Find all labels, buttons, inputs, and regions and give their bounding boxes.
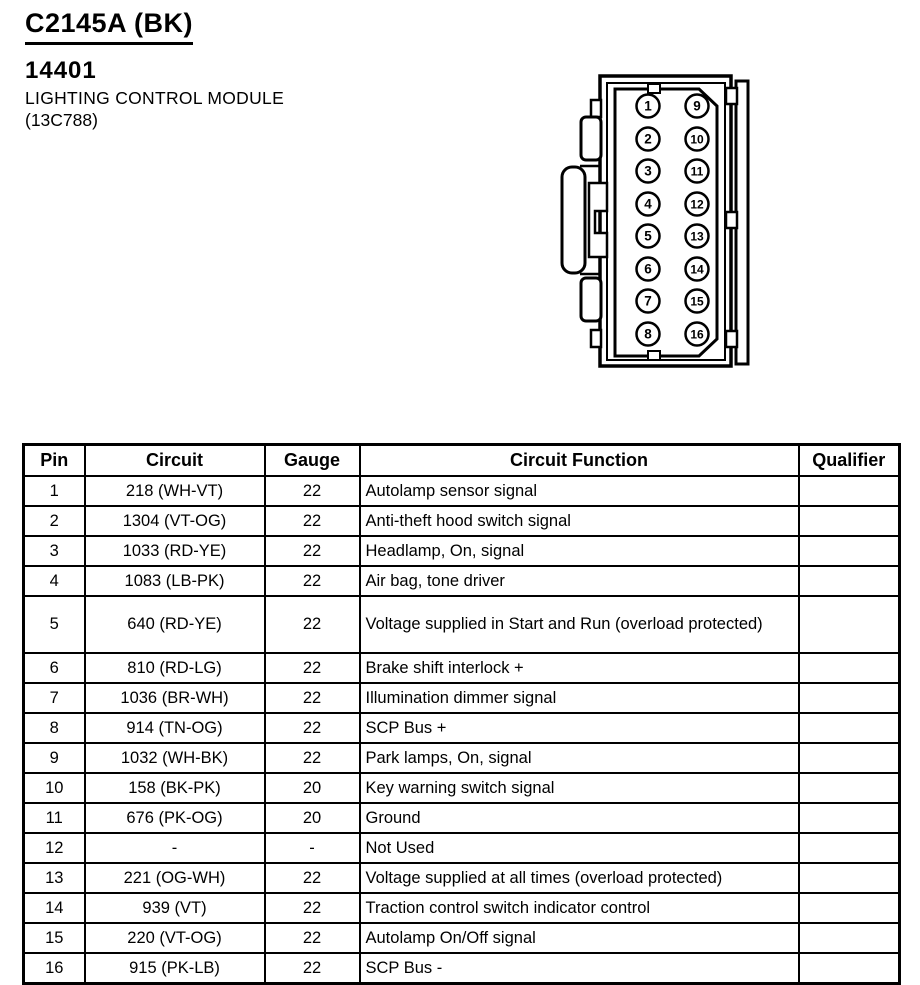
module-code: (13C788) <box>25 110 98 130</box>
connector-diagram <box>548 66 760 376</box>
pin-number: 12 <box>690 197 704 212</box>
rear-tab-middle <box>726 212 737 228</box>
pin-number: 13 <box>690 229 704 244</box>
pin-cell: 13 <box>24 863 85 893</box>
gauge-cell: 22 <box>265 566 360 596</box>
pin-number: 1 <box>644 98 652 114</box>
qualifier-cell <box>799 923 900 953</box>
table-row <box>24 653 900 683</box>
function-cell: Voltage supplied at all times (overload protected) <box>360 863 799 893</box>
circuit-cell: 939 (VT) <box>85 893 265 923</box>
pin-cell: 2 <box>24 506 85 536</box>
circuit-cell: 1033 (RD-YE) <box>85 536 265 566</box>
qualifier-cell <box>799 893 900 923</box>
pin-cell: 12 <box>24 833 85 863</box>
table-row <box>24 713 900 743</box>
function-cell: Illumination dimmer signal <box>360 683 799 713</box>
circuit-cell: 1032 (WH-BK) <box>85 743 265 773</box>
circuit-cell: 1304 (VT-OG) <box>85 506 265 536</box>
qualifier-cell <box>799 476 900 506</box>
gauge-cell: 22 <box>265 683 360 713</box>
qualifier-cell <box>799 653 900 683</box>
pin-number: 10 <box>690 132 704 147</box>
keying-notch-top <box>648 84 660 93</box>
function-cell: SCP Bus + <box>360 713 799 743</box>
gauge-cell: 20 <box>265 803 360 833</box>
qualifier-cell <box>799 833 900 863</box>
function-cell: Traction control switch indicator control <box>360 893 799 923</box>
circuit-cell: 914 (TN-OG) <box>85 713 265 743</box>
circuit-cell: 1083 (LB-PK) <box>85 566 265 596</box>
pin-cell: 10 <box>24 773 85 803</box>
header-pin: Pin <box>24 445 85 477</box>
pin-cell: 7 <box>24 683 85 713</box>
pin-cell: 15 <box>24 923 85 953</box>
table-header-row <box>24 445 900 477</box>
pin-cell: 1 <box>24 476 85 506</box>
qualifier-cell <box>799 506 900 536</box>
table-row <box>24 833 900 863</box>
header-qualifier: Qualifier <box>799 445 900 477</box>
gauge-cell: 22 <box>265 893 360 923</box>
circuit-cell: 915 (PK-LB) <box>85 953 265 984</box>
circuit-cell: 1036 (BR-WH) <box>85 683 265 713</box>
pin-number: 11 <box>690 164 704 179</box>
table-row <box>24 566 900 596</box>
header-gauge: Gauge <box>265 445 360 477</box>
table-row <box>24 803 900 833</box>
gauge-cell: 22 <box>265 653 360 683</box>
function-cell: Air bag, tone driver <box>360 566 799 596</box>
left-bump-bottom <box>581 278 601 321</box>
pin-number: 6 <box>644 261 652 277</box>
rear-tab-bottom <box>726 331 737 347</box>
rear-tab-top <box>726 88 737 104</box>
function-cell: Voltage supplied in Start and Run (overload protected) <box>360 596 799 653</box>
pin-cell: 11 <box>24 803 85 833</box>
pin-cell: 14 <box>24 893 85 923</box>
function-cell: Brake shift interlock + <box>360 653 799 683</box>
header-circuit: Circuit <box>85 445 265 477</box>
gauge-cell: 22 <box>265 743 360 773</box>
gauge-cell: 22 <box>265 863 360 893</box>
table-row <box>24 683 900 713</box>
gauge-cell: - <box>265 833 360 863</box>
qualifier-cell <box>799 953 900 984</box>
gauge-cell: 22 <box>265 713 360 743</box>
pin-number: 2 <box>644 131 652 147</box>
pin-cell: 3 <box>24 536 85 566</box>
table-row <box>24 953 900 984</box>
pin-number: 14 <box>690 262 704 277</box>
pin-number: 7 <box>644 293 652 309</box>
gauge-cell: 22 <box>265 536 360 566</box>
function-cell: Ground <box>360 803 799 833</box>
table-row <box>24 863 900 893</box>
qualifier-cell <box>799 863 900 893</box>
function-cell: Autolamp sensor signal <box>360 476 799 506</box>
latch-lever <box>562 167 585 273</box>
circuit-cell: 158 (BK-PK) <box>85 773 265 803</box>
gauge-cell: 22 <box>265 953 360 984</box>
table-row <box>24 923 900 953</box>
function-cell: Headlamp, On, signal <box>360 536 799 566</box>
circuit-cell: 810 (RD-LG) <box>85 653 265 683</box>
circuit-cell: 220 (VT-OG) <box>85 923 265 953</box>
left-step-top <box>591 100 601 117</box>
left-bump-top <box>581 117 601 160</box>
circuit-cell: 221 (OG-WH) <box>85 863 265 893</box>
circuit-cell: 640 (RD-YE) <box>85 596 265 653</box>
pin-cell: 9 <box>24 743 85 773</box>
pin-number: 15 <box>690 294 704 309</box>
left-step-bottom <box>591 330 601 347</box>
function-cell: Not Used <box>360 833 799 863</box>
qualifier-cell <box>799 566 900 596</box>
circuit-cell: - <box>85 833 265 863</box>
function-cell: Park lamps, On, signal <box>360 743 799 773</box>
table-row <box>24 476 900 506</box>
function-cell: Anti-theft hood switch signal <box>360 506 799 536</box>
pin-number: 4 <box>644 196 652 212</box>
table-row <box>24 893 900 923</box>
pinout-table <box>22 443 901 985</box>
gauge-cell: 20 <box>265 773 360 803</box>
qualifier-cell <box>799 743 900 773</box>
function-cell: SCP Bus - <box>360 953 799 984</box>
qualifier-cell <box>799 536 900 566</box>
connector-id-title: C2145A (BK) <box>25 8 193 45</box>
table-row <box>24 506 900 536</box>
qualifier-cell <box>799 683 900 713</box>
qualifier-cell <box>799 596 900 653</box>
pin-cell: 4 <box>24 566 85 596</box>
circuit-cell: 676 (PK-OG) <box>85 803 265 833</box>
header-circuit-function: Circuit Function <box>360 445 799 477</box>
pin-number: 5 <box>644 228 652 244</box>
qualifier-cell <box>799 713 900 743</box>
qualifier-cell <box>799 773 900 803</box>
function-cell: Key warning switch signal <box>360 773 799 803</box>
pin-number: 3 <box>644 163 652 179</box>
pin-number: 16 <box>690 327 704 342</box>
circuit-cell: 218 (WH-VT) <box>85 476 265 506</box>
gauge-cell: 22 <box>265 596 360 653</box>
gauge-cell: 22 <box>265 476 360 506</box>
gauge-cell: 22 <box>265 923 360 953</box>
module-name: LIGHTING CONTROL MODULE <box>25 88 285 108</box>
pin-number: 8 <box>644 326 652 342</box>
keying-notch-bottom <box>648 351 660 360</box>
qualifier-cell <box>799 803 900 833</box>
gauge-cell: 22 <box>265 506 360 536</box>
table-row <box>24 536 900 566</box>
pin-cell: 16 <box>24 953 85 984</box>
table-row <box>24 773 900 803</box>
part-number: 14401 <box>25 57 97 84</box>
pin-cell: 5 <box>24 596 85 653</box>
table-row <box>24 596 900 653</box>
pin-cell: 6 <box>24 653 85 683</box>
table-row <box>24 743 900 773</box>
function-cell: Autolamp On/Off signal <box>360 923 799 953</box>
pin-cell: 8 <box>24 713 85 743</box>
pin-number: 9 <box>693 98 701 114</box>
